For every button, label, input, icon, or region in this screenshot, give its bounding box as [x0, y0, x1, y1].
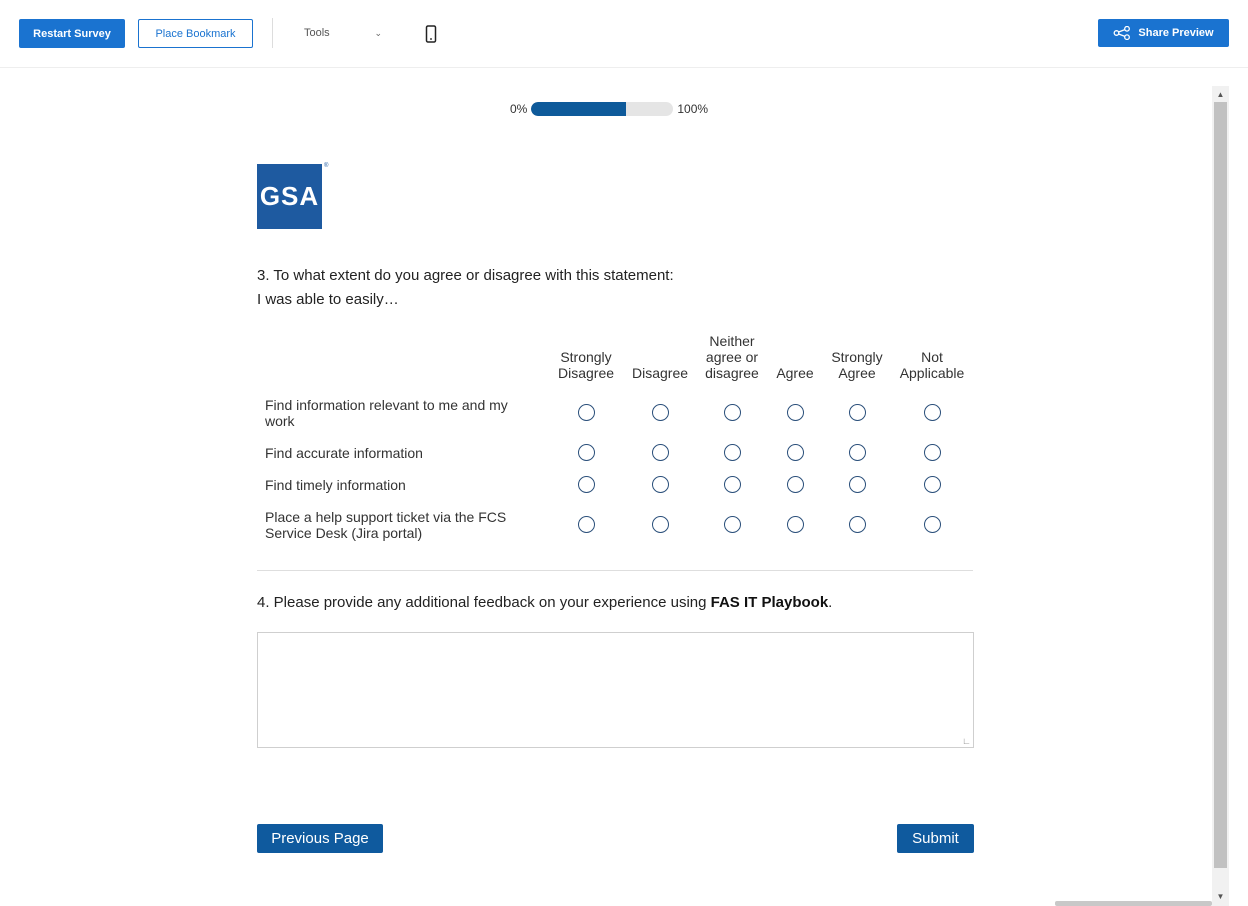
likert-radio-button[interactable]: [578, 476, 595, 493]
column-header-line: Neither: [709, 333, 755, 349]
share-preview-label: Share Preview: [1138, 27, 1214, 39]
progress-fill: [531, 102, 626, 116]
likert-radio-button[interactable]: [787, 404, 804, 421]
likert-radio-button[interactable]: [849, 516, 866, 533]
column-header-line: Agree: [776, 365, 814, 381]
progress-end-label: 100%: [677, 102, 709, 116]
likert-radio-button[interactable]: [652, 516, 669, 533]
progress-bar: [531, 102, 673, 116]
likert-radio-button[interactable]: [724, 516, 741, 533]
tools-dropdown[interactable]: [296, 22, 390, 44]
row-label-line: Find accurate information: [265, 445, 423, 461]
question-3-line2: I was able to easily…: [257, 291, 399, 308]
likert-radio-button[interactable]: [578, 404, 595, 421]
row-label-line: Find timely information: [265, 477, 406, 493]
scroll-down-arrow-icon[interactable]: ▼: [1216, 891, 1225, 901]
question-separator: [257, 570, 973, 571]
feedback-textarea[interactable]: [257, 632, 974, 748]
row-label-line: Find information relevant to me and my: [265, 397, 508, 413]
column-header-line: Agree: [838, 365, 876, 381]
column-header-line: Strongly: [560, 349, 612, 365]
share-icon: [1113, 26, 1131, 40]
likert-radio-button[interactable]: [924, 516, 941, 533]
share-preview-button[interactable]: [1098, 19, 1229, 47]
likert-radio-button[interactable]: [924, 476, 941, 493]
question-3-title: [257, 264, 674, 312]
restart-survey-button[interactable]: Restart Survey: [19, 19, 125, 48]
column-header-line: Strongly: [831, 349, 883, 365]
vertical-scrollbar-thumb[interactable]: [1214, 102, 1227, 868]
scroll-up-arrow-icon[interactable]: ▲: [1216, 89, 1225, 99]
horizontal-scrollbar-thumb[interactable]: [1055, 901, 1212, 906]
matrix-row-label: [265, 397, 535, 429]
likert-radio-button[interactable]: [724, 476, 741, 493]
likert-radio-button[interactable]: [849, 444, 866, 461]
place-bookmark-button[interactable]: Place Bookmark: [138, 19, 253, 48]
toolbar-divider: [272, 18, 273, 48]
top-toolbar: [0, 0, 1248, 68]
likert-radio-button[interactable]: [652, 404, 669, 421]
likert-radio-button[interactable]: [578, 444, 595, 461]
registered-mark: ®: [324, 163, 329, 169]
column-header-line: disagree: [705, 365, 759, 381]
question-3-line1: 3. To what extent do you agree or disagree with this statement:: [257, 267, 674, 284]
gsa-logo: [257, 164, 322, 229]
column-header-line: Not: [921, 349, 943, 365]
tools-label: Tools: [304, 27, 330, 39]
likert-radio-button[interactable]: [924, 444, 941, 461]
likert-radio-button[interactable]: [724, 404, 741, 421]
resize-handle-icon[interactable]: ∟: [962, 736, 971, 746]
question-4-prefix: 4. Please provide any additional feedback on your experience using: [257, 594, 711, 611]
row-label-line: Service Desk (Jira portal): [265, 525, 423, 541]
matrix-row-label: [265, 445, 535, 461]
likert-radio-button[interactable]: [787, 444, 804, 461]
row-label-line: work: [265, 413, 295, 429]
likert-radio-button[interactable]: [849, 404, 866, 421]
chevron-down-icon: ⌄: [374, 27, 382, 38]
likert-radio-button[interactable]: [652, 476, 669, 493]
matrix-row-label: [265, 509, 535, 541]
gsa-logo-text: GSA: [259, 181, 320, 211]
progress-start-label: 0%: [510, 102, 528, 116]
column-header-line: agree or: [705, 349, 759, 365]
column-header: [887, 349, 977, 381]
question-4-title: [257, 592, 832, 614]
likert-radio-button[interactable]: [578, 516, 595, 533]
previous-page-button[interactable]: Previous Page: [257, 824, 383, 853]
progress-indicator: [510, 100, 708, 118]
mobile-phone-icon[interactable]: [423, 25, 439, 43]
likert-radio-button[interactable]: [724, 444, 741, 461]
question-4-bold: FAS IT Playbook: [710, 594, 829, 611]
likert-radio-button[interactable]: [924, 404, 941, 421]
question-4-suffix: .: [828, 594, 833, 611]
likert-radio-button[interactable]: [787, 476, 804, 493]
likert-radio-button[interactable]: [787, 516, 804, 533]
matrix-row-label: [265, 477, 535, 493]
column-header-line: Disagree: [557, 365, 615, 381]
column-header-line: Disagree: [631, 365, 689, 381]
likert-radio-button[interactable]: [652, 444, 669, 461]
row-label-line: Place a help support ticket via the FCS: [265, 509, 507, 525]
column-header-line: Applicable: [899, 365, 965, 381]
likert-radio-button[interactable]: [849, 476, 866, 493]
submit-button[interactable]: Submit: [897, 824, 974, 853]
